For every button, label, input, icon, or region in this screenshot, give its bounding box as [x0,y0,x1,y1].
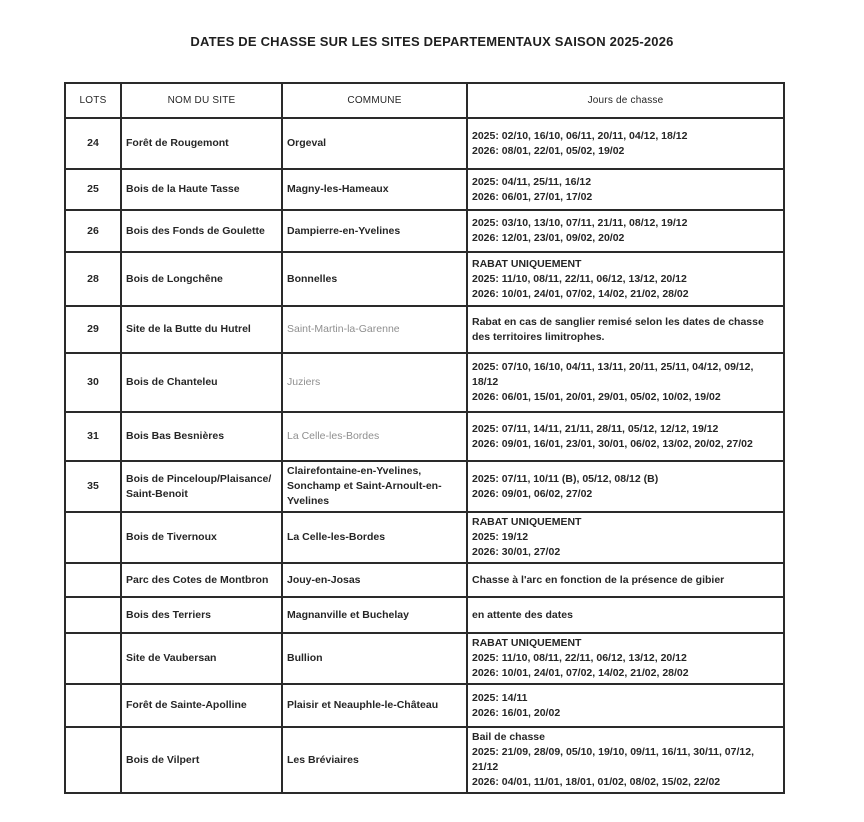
table-header [65,83,784,118]
hunting-days-line: 2025: 11/10, 08/11, 22/11, 06/12, 13/12, 20/12 [472,652,687,664]
site-name-cell: Bois de Vilpert [121,727,282,793]
site-name-cell: Bois de Tivernoux [121,512,282,563]
hunting-days-line: RABAT UNIQUEMENT [472,257,582,270]
commune-cell: Dampierre-en-Yvelines [282,210,467,252]
lot-cell [65,597,121,633]
table-row [65,353,784,412]
hunting-days-cell [467,252,784,306]
page-title: DATES DE CHASSE SUR LES SITES DEPARTEMENTAUX SAISON 2025-2026 [190,34,674,49]
commune-cell: Juziers [282,353,467,412]
lot-cell [65,563,121,597]
hunting-days-line: 2026: 30/01, 27/02 [472,546,561,558]
hunting-days-line: Chasse à l'arc en fonction de la présence de gibier [472,573,725,586]
commune-cell: Magny-les-Hameaux [282,169,467,210]
table-row [65,684,784,727]
hunting-days-line: 2026: 10/01, 24/01, 07/02, 14/02, 21/02, 28/02 [472,287,689,300]
site-name-cell: Parc des Cotes de Montbron [121,563,282,597]
site-name-cell: Site de Vaubersan [121,633,282,684]
site-name-cell: Site de la Butte du Hutrel [121,306,282,353]
hunting-days-cell [467,563,784,597]
hunting-days-cell [467,210,784,252]
table-row [65,727,784,793]
hunting-days-cell [467,684,784,727]
hunting-days-line: 2025: 02/10, 16/10, 06/11, 20/11, 04/12, 18/12 [472,129,688,142]
table-row [65,210,784,252]
site-name-cell: Bois de la Haute Tasse [121,169,282,210]
lot-cell: 31 [65,412,121,461]
hunting-days-line: 2025: 19/12 [472,531,529,543]
header-row [65,83,784,118]
commune-cell: Plaisir et Neauphle-le-Château [282,684,467,727]
hunting-days-line: 2026: 09/01, 16/01, 23/01, 30/01, 06/02, 13/02, 20/02, 27/02 [472,437,753,450]
lot-cell: 26 [65,210,121,252]
table-row [65,563,784,597]
site-name-cell: Bois de Chanteleu [121,353,282,412]
hunting-days-line: 2026: 08/01, 22/01, 05/02, 19/02 [472,144,625,157]
site-name-cell: Bois des Fonds de Goulette [121,210,282,252]
commune-cell: Orgeval [282,118,467,169]
hunting-days-cell [467,412,784,461]
table-row [65,118,784,169]
header-nom-du-site: NOM DU SITE [121,83,282,118]
commune-cell: La Celle-les-Bordes [282,512,467,563]
site-name-cell: Forêt de Sainte-Apolline [121,684,282,727]
site-name-cell: Bois des Terriers [121,597,282,633]
site-name-cell: Forêt de Rougemont [121,118,282,169]
hunting-days-line: 2026: 06/01, 27/01, 17/02 [472,190,593,203]
hunting-days-cell [467,169,784,210]
hunting-days-cell [467,633,784,684]
hunting-days-line: RABAT UNIQUEMENT [472,637,582,649]
hunting-days-line: RABAT UNIQUEMENT [472,516,582,528]
commune-cell: Les Bréviaires [282,727,467,793]
header-commune: COMMUNE [282,83,467,118]
header-lots: LOTS [65,83,121,118]
hunting-days-cell [467,118,784,169]
lot-cell: 28 [65,252,121,306]
table-row [65,512,784,563]
commune-cell: Bullion [282,633,467,684]
commune-cell: Clairefontaine-en-Yvelines, Sonchamp et Saint-Arnoult-en-Yvelines [282,461,467,512]
table-row [65,461,784,512]
hunting-days-line: 2025: 07/11, 14/11, 21/11, 28/11, 05/12, 12/12, 19/12 [472,422,719,435]
lot-cell [65,727,121,793]
hunting-days-line: 2025: 07/10, 16/10, 04/11, 13/11, 20/11, 25/11, 04/12, 09/12, 18/12 [472,361,754,388]
site-name-cell: Bois Bas Besnières [121,412,282,461]
table-row [65,597,784,633]
hunting-days-cell [467,727,784,793]
hunting-days-line: 2026: 12/01, 23/01, 09/02, 20/02 [472,232,625,244]
hunting-days-line: 2026: 10/01, 24/01, 07/02, 14/02, 21/02, 28/02 [472,667,689,679]
hunting-days-line: en attente des dates [472,608,573,621]
hunting-days-line: 2026: 16/01, 20/02 [472,706,561,719]
commune-cell: Jouy-en-Josas [282,563,467,597]
table-row [65,412,784,461]
hunting-days-cell [467,512,784,563]
table-body [65,118,784,793]
hunting-days-line: 2025: 03/10, 13/10, 07/11, 21/11, 08/12, 19/12 [472,217,688,229]
hunting-days-cell [467,306,784,353]
commune-cell: La Celle-les-Bordes [282,412,467,461]
hunting-days-cell [467,353,784,412]
hunting-days-line: 2026: 06/01, 15/01, 20/01, 29/01, 05/02, 10/02, 19/02 [472,391,721,403]
commune-cell: Bonnelles [282,252,467,306]
header-jours-de-chasse: Jours de chasse [467,83,784,118]
lot-cell: 25 [65,169,121,210]
site-name-cell: Bois de Longchêne [121,252,282,306]
hunting-days-cell [467,597,784,633]
lot-cell: 29 [65,306,121,353]
hunting-days-line: Rabat en cas de sanglier remisé selon les dates de chasse des territoires limitrophes. [472,315,764,343]
table-row [65,252,784,306]
hunting-days-line: 2026: 04/01, 11/01, 18/01, 01/02, 08/02, 15/02, 22/02 [472,776,721,788]
hunting-days-line: 2025: 11/10, 08/11, 22/11, 06/12, 13/12, 20/12 [472,272,687,285]
table-row [65,633,784,684]
hunting-days-line: 2025: 07/11, 10/11 (B), 05/12, 08/12 (B) [472,472,659,485]
site-name-cell: Bois de Pinceloup/Plaisance/ Saint-Benoit [121,461,282,512]
hunting-days-line: 2025: 21/09, 28/09, 05/10, 19/10, 09/11, 16/11, 30/11, 07/12, 21/12 [472,746,754,773]
lot-cell: 24 [65,118,121,169]
hunting-days-line: 2026: 09/01, 06/02, 27/02 [472,487,593,500]
hunting-days-line: Bail de chasse [472,731,545,743]
table-row [65,169,784,210]
table-row [65,306,784,353]
hunting-days-cell [467,461,784,512]
lot-cell: 30 [65,353,121,412]
lot-cell [65,684,121,727]
hunting-days-line: 2025: 14/11 [472,691,528,704]
lot-cell [65,512,121,563]
lot-cell: 35 [65,461,121,512]
lot-cell [65,633,121,684]
commune-cell: Magnanville et Buchelay [282,597,467,633]
commune-cell: Saint-Martin-la-Garenne [282,306,467,353]
hunting-days-line: 2025: 04/11, 25/11, 16/12 [472,175,592,188]
hunting-dates-table [64,82,785,794]
